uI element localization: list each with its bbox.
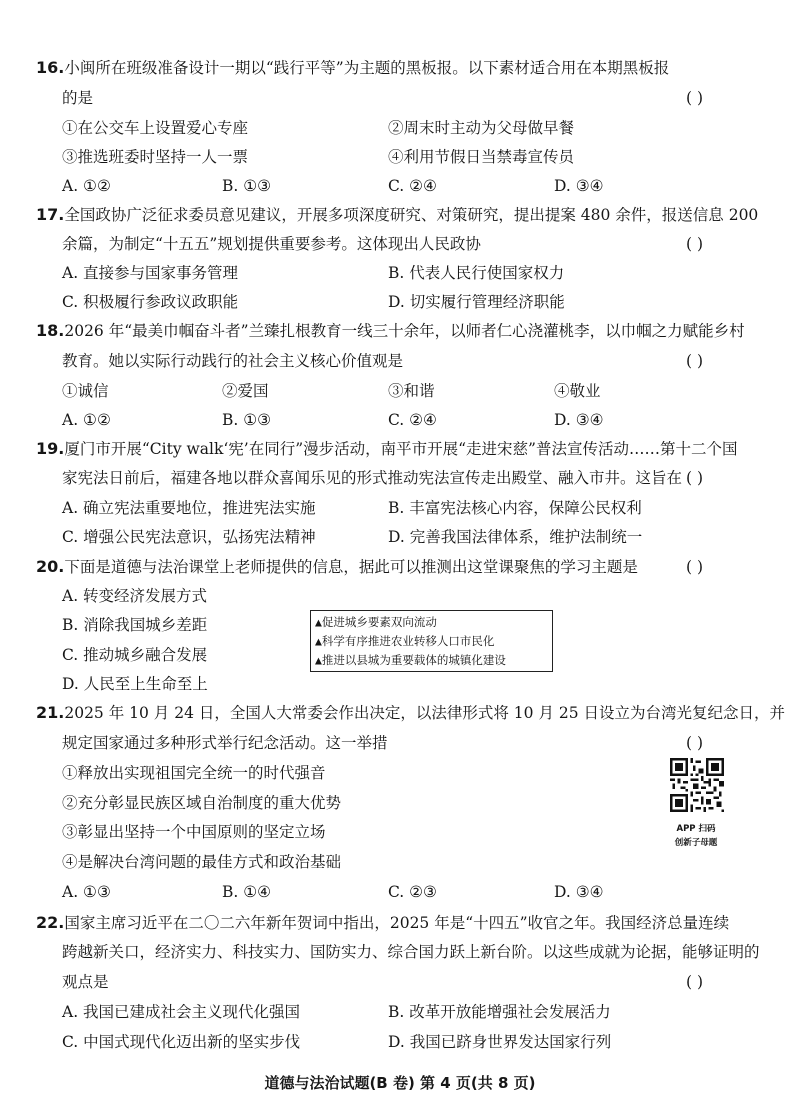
q16-stem-line1 — [36, 57, 669, 79]
q21-item-3: ③彰显出坚持一个中国原则的坚定立场 — [62, 823, 326, 841]
q22-stem-line2: 跨越新关口，经济实力、科技实力、国防实力、综合国力跃上新台阶。以这些成就为论据，能够证明的 — [62, 943, 760, 961]
q21-option-a: A. ①③ — [62, 883, 111, 901]
q20-info-line-3: ▲推进以县城为重要载体的城镇化建设 — [315, 653, 506, 667]
q22-stem-line1 — [36, 912, 729, 934]
q22-option-c: C. 中国式现代化迈出新的坚实步伐 — [62, 1033, 301, 1051]
q18-stem-text1: 2026 年“最美巾帼奋斗者”兰臻扎根教育一线三十余年，以师者仁心浇灌桃李，以巾帼之力赋能乡村 — [64, 322, 745, 340]
q17-stem-line2: 余篇，为制定“十五五”规划提供重要参考。这体现出人民政协 — [62, 235, 481, 253]
q21-stem-line2: 规定国家通过多种形式举行纪念活动。这一举措 — [62, 734, 388, 752]
q20-option-d: D. 人民至上生命至上 — [62, 675, 208, 693]
q20-stem-line1 — [36, 556, 638, 578]
q16-item-4: ④利用节假日当禁毒宣传员 — [388, 148, 575, 166]
q22-stem-text1: 国家主席习近平在二〇二六年新年贺词中指出，2025 年是“十四五”收官之年。我国经济总量连续 — [64, 914, 730, 932]
q18-item-4: ④敬业 — [554, 382, 601, 400]
q17-option-b: B. 代表人民行使国家权力 — [388, 264, 565, 282]
q19-option-b: B. 丰富宪法核心内容，保障公民权利 — [388, 499, 642, 517]
q18-item-2: ②爱国 — [222, 382, 269, 400]
q21-answer-blank: ( ) — [686, 734, 704, 752]
q20-number: 20. — [36, 557, 65, 576]
q18-number: 18. — [36, 321, 65, 340]
q16-option-b: B. ①③ — [222, 177, 272, 195]
q19-stem-line2: 家宪法日前后，福建各地以群众喜闻乐见的形式推动宪法宣传走出殿堂、融入市井。这旨在 — [62, 469, 683, 487]
q22-number: 22. — [36, 913, 65, 932]
q19-stem-line1 — [36, 438, 737, 460]
q17-option-c: C. 积极履行参政议政职能 — [62, 293, 239, 311]
q18-item-3: ③和谐 — [388, 382, 435, 400]
q19-option-a: A. 确立宪法重要地位，推进宪法实施 — [62, 499, 316, 517]
q16-number: 16. — [36, 58, 65, 77]
q16-item-1: ①在公交车上设置爱心专座 — [62, 119, 249, 137]
q17-option-d: D. 切实履行管理经济职能 — [388, 293, 565, 311]
q20-info-box — [310, 610, 553, 672]
q20-option-b: B. 消除我国城乡差距 — [62, 616, 208, 634]
qr-code-icon[interactable] — [670, 758, 724, 812]
q16-stem-line2: 的是 — [62, 89, 94, 107]
q17-number: 17. — [36, 205, 65, 224]
q21-stem-text1: 2025 年 10 月 24 日，全国人大常委会作出决定，以法律形式将 10 月 25 日设立为台湾光复纪念日，并 — [64, 704, 786, 722]
qr-label-line1: APP 扫码 — [676, 824, 716, 834]
q17-stem-line1 — [36, 204, 758, 226]
q21-stem-line1 — [36, 702, 785, 724]
q16-stem-text1: 小闽所在班级准备设计一期以“践行平等”为主题的黑板报。以下素材适合用在本期黑板报 — [64, 59, 670, 77]
q21-item-1: ①释放出实现祖国完全统一的时代强音 — [62, 764, 326, 782]
q17-stem-text1: 全国政协广泛征求委员意见建议，开展多项深度研究、对策研究，提出提案 480 余件，报送信息 200 — [64, 206, 759, 224]
q22-option-d: D. 我国已跻身世界发达国家行列 — [388, 1033, 612, 1051]
q18-option-d: D. ③④ — [554, 411, 604, 429]
q16-option-a: A. ①② — [62, 177, 111, 195]
q18-option-c: C. ②④ — [388, 411, 437, 429]
q18-option-a: A. ①② — [62, 411, 111, 429]
q22-option-b: B. 改革开放能增强社会发展活力 — [388, 1003, 611, 1021]
qr-label-line2: 创新子母题 — [674, 838, 718, 848]
q21-option-c: C. ②③ — [388, 883, 437, 901]
q19-option-c: C. 增强公民宪法意识，弘扬宪法精神 — [62, 528, 316, 546]
q21-number: 21. — [36, 703, 65, 722]
q17-option-a: A. 直接参与国家事务管理 — [62, 264, 239, 282]
q18-item-1: ①诚信 — [62, 382, 109, 400]
q19-stem-text1: 厦门市开展“City walk‘宪’在同行”漫步活动，南平市开展“走进宋慈”普法宣传活动……第十二个国 — [64, 440, 738, 458]
q18-stem-line1 — [36, 320, 745, 342]
q16-item-3: ③推选班委时坚持一人一票 — [62, 148, 249, 166]
q16-item-2: ②周末时主动为父母做早餐 — [388, 119, 575, 137]
q20-stem-text1: 下面是道德与法治课堂上老师提供的信息，据此可以推测出这堂课聚焦的学习主题是 — [64, 558, 638, 576]
q16-option-c: C. ②④ — [388, 177, 437, 195]
q18-option-b: B. ①③ — [222, 411, 272, 429]
q20-info-line-2: ▲科学有序推进农业转移人口市民化 — [315, 634, 495, 648]
q21-item-4: ④是解决台湾问题的最佳方式和政治基础 — [62, 853, 342, 871]
q20-option-c: C. 推动城乡融合发展 — [62, 646, 208, 664]
q16-option-d: D. ③④ — [554, 177, 604, 195]
q19-option-d: D. 完善我国法律体系，维护法制统一 — [388, 528, 643, 546]
q20-info-line-1: ▲促进城乡要素双向流动 — [315, 615, 437, 629]
q17-answer-blank: ( ) — [686, 235, 704, 253]
q21-option-b: B. ①④ — [222, 883, 272, 901]
q19-number: 19. — [36, 439, 65, 458]
q21-item-2: ②充分彰显民族区域自治制度的重大优势 — [62, 794, 342, 812]
q20-answer-blank: ( ) — [686, 558, 704, 576]
q20-option-a: A. 转变经济发展方式 — [62, 587, 208, 605]
q16-answer-blank: ( ) — [686, 89, 704, 107]
q22-stem-line3: 观点是 — [62, 973, 109, 991]
q21-option-d: D. ③④ — [554, 883, 604, 901]
q19-answer-blank: ( ) — [686, 469, 704, 487]
q22-option-a: A. 我国已建成社会主义现代化强国 — [62, 1003, 301, 1021]
page-footer: 道德与法治试题(B 卷) 第 4 页(共 8 页) — [264, 1074, 536, 1092]
q22-answer-blank: ( ) — [686, 973, 704, 991]
q18-answer-blank: ( ) — [686, 352, 704, 370]
q18-stem-line2: 教育。她以实际行动践行的社会主义核心价值观是 — [62, 352, 404, 370]
